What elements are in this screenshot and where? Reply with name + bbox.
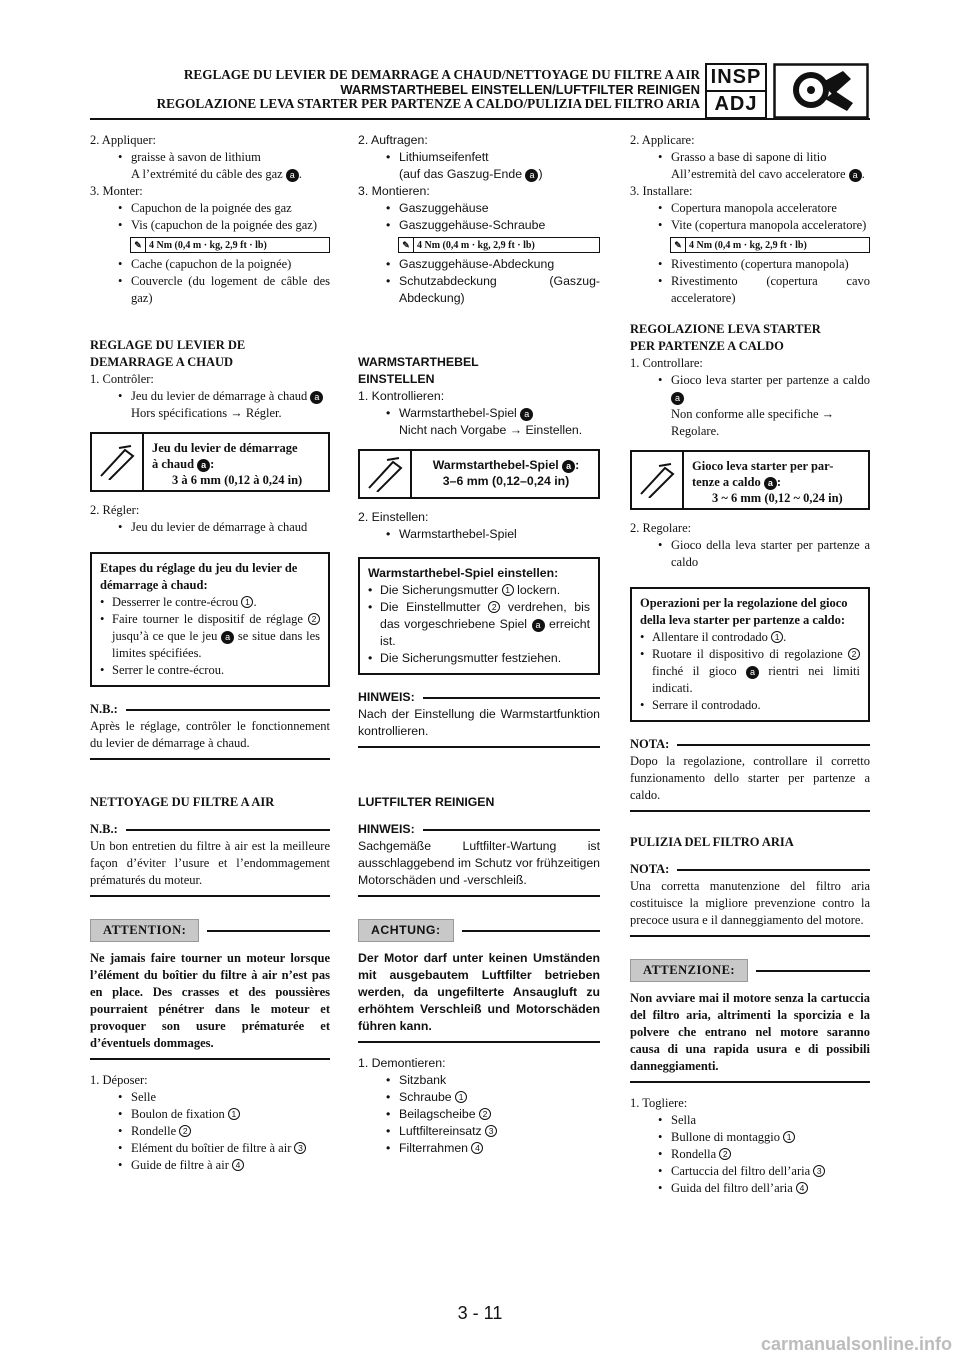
caution-block: ACHTUNG: Der Motor darf unter keinen Umständen mit ausgebautem Luftfilter betrieben werden, da ungefilterte Ansaugluft zu erhöhtem Verschleiß und Motorschäden führen kann. [358, 919, 600, 1043]
note-block: HINWEIS: Sachgemäße Luftfilter-Wartung ist ausschlaggebend im Schutz vor frühzeitigen Motorschäden und -verschleiß. [358, 821, 600, 897]
note-block: NOTA: Una corretta manutenzione del filtro aria costituisce la migliore prevenzione contro la precoce usura e il danneggiamento del motore. [630, 861, 870, 937]
section-title-hot-start: REGOLAZIONE LEVA STARTER PER PARTENZE A CALDO [630, 322, 821, 353]
torque-spec: ✎ 4 Nm (0,4 m · kg, 2,9 ft · lb) [130, 237, 330, 253]
procedure-box: Etapes du réglage du jeu du levier de démarrage à chaud: • Desserrer le contre-écrou 1 . • Faire tourner le dispositif de réglage 2 jusqu’à ce que le jeu a se situe dans les limites spécifiées. • Serrer le contre-écrou. [90, 552, 330, 687]
step-check: 1. Controllare: [630, 356, 703, 370]
step-remove: 1. Demontieren: [358, 1056, 446, 1070]
wrench-inspection-icon [773, 63, 869, 119]
list-item: Sella [671, 1113, 696, 1127]
list-item: Filterrahmen 4 [399, 1140, 600, 1157]
list-item: Capuchon de la poignée des gaz [131, 201, 292, 215]
list-item-detail: Non conforme alle specifiche → Regolare. [671, 407, 835, 438]
list-item: Gioco della leva starter per partenze a caldo [671, 538, 870, 569]
list-item: Gioco leva starter per partenze a caldo a [671, 373, 870, 403]
list-item: Guide de filtre à air 4 [131, 1157, 330, 1174]
list-item: Vite (copertura manopola acceleratore) [671, 218, 867, 232]
note-block: NOTA: Dopo la regolazione, controllare il corretto funzionamento dello starter per partenze a caldo. [630, 736, 870, 812]
list-item-detail: (auf das Gaszug-Ende a ) [399, 167, 543, 181]
ref-letter-a: a [562, 460, 575, 473]
step-adjust: 2. Regolare: [630, 521, 692, 535]
list-item: Selle [131, 1090, 156, 1104]
spec-box: Gioco leva starter per par- tenze a caldo a : 3 ~ 6 mm (0,12 ~ 0,24 in) [630, 450, 870, 510]
step-check: 1. Kontrollieren: [358, 389, 445, 403]
measure-icon [92, 434, 144, 490]
list-item-detail: Nicht nach Vorgabe → Einstellen. [399, 423, 583, 437]
list-item: graisse à savon de lithium [131, 150, 261, 164]
section-title-hot-start: WARMSTARTHEBEL EINSTELLEN [358, 355, 479, 386]
torque-spec: ✎ 4 Nm (0,4 m · kg, 2,9 ft · lb) [670, 237, 870, 253]
ref-letter-a: a [525, 169, 538, 182]
ref-letter-a: a [764, 477, 777, 490]
note-block: N.B.: Après le réglage, contrôler le fonctionnement du levier de démarrage à chaud. [90, 701, 330, 760]
list-item: Rondella 2 [671, 1146, 870, 1163]
section-title-hot-start: REGLAGE DU LEVIER DE DEMARRAGE A CHAUD [90, 338, 246, 369]
list-item-detail: All’estremità del cavo acceleratore a . [671, 167, 865, 181]
list-item: Sitzbank [399, 1073, 447, 1087]
list-item: Couvercle (du logement de câble des gaz) [131, 274, 330, 305]
step-adjust: 2. Régler: [90, 503, 140, 517]
ref-letter-a: a [671, 392, 684, 405]
step-install: 3. Installare: [630, 184, 693, 198]
torque-wrench-icon: ✎ [671, 238, 686, 252]
measure-icon [360, 451, 412, 497]
column-french: 2. Appliquer: • graisse à savon de lithium A l’extrémité du câble des gaz a . 3. Monter: • Capuchon de la poignée des gaz • Vis (capuchon de la poignée des gaz) ✎ 4 Nm (0,4 m · kg, 2,9 ft · lb) • Cache (capuchon de la poignée) • Couvercle (du logement de câble des gaz) REGLAGE DU LEVIER DE DEMARRAGE A CHAUD 1. Contrôler: • Jeu du levier de démarrage à chaud a Hors spécifications → Régler. Jeu du levier de démarrage à chaud a : 3 à 6 mm (0,12 à 0,24 in) 2. Régler: • Jeu du levier de démarrage à chaud Etapes du réglage du jeu du levier de démarrage à chaud: • Desserrer le contre-écrou 1 . • Faire tourner le dispositif de réglage 2 jusqu’à ce que le jeu a se situe dans les limites spécifiées. • Serrer le contre-écrou. N.B.: Après le réglage, contrôler le fonctionnement du levier de démarrage à chaud. NETTOYAGE DU FILTRE A AIR N.B.: Un bon entretien du filtre à air est la meilleure façon d’éviter l’usure et l’endommagement prématurés du moteur. ATTENTION: Ne jamais faire tourner un moteur lorsque l’élément du boîtier du filtre à air n’est pas en place. Des crasses et des poussières pourraient pénétrer dans le moteur et provoquer son usure prématurée et d’éventuels dommages. 1. Déposer: • Selle • Boulon de fixation 1 • Rondelle 2 • Elément du boîtier de filtre à air 3 • Guide de filtre à air 4 [90, 133, 330, 1172]
header-rule [90, 118, 870, 120]
spec-box: Warmstarthebel-Spiel a : 3–6 mm (0,12–0,24 in) [358, 449, 600, 499]
list-item: Jeu du levier de démarrage à chaud [131, 520, 308, 534]
procedure-box: Operazioni per la regolazione del gioco della leva starter per partenze a caldo: • Allentare il controdado 1 . • Ruotare il dispositivo di regolazione 2 finché il gioco a rientri nei limiti indicati. • Serrare il controdado. [630, 587, 870, 722]
note-block: HINWEIS: Nach der Einstellung die Warmstartfunktion kontrollieren. [358, 689, 600, 748]
list-item: Lithiumseifenfett [399, 150, 489, 164]
page-number: 3 - 11 [457, 1303, 503, 1323]
step-install: 3. Montieren: [358, 184, 430, 198]
caution-block: ATTENTION: Ne jamais faire tourner un moteur lorsque l’élément du boîtier du filtre à air n’est pas en place. Des crasses et des poussières pourraient pénétrer dans le moteur et provoquer son usure prématurée et d’éventuels dommages. [90, 919, 330, 1060]
list-item: Gaszuggehäuse [399, 201, 489, 215]
page-header [40, 68, 700, 112]
spec-box: Jeu du levier de démarrage à chaud a : 3 à 6 mm (0,12 à 0,24 in) [90, 432, 330, 492]
ref-letter-a: a [310, 391, 323, 404]
ref-letter-a: a [849, 169, 862, 182]
header-line-fr: REGLAGE DU LEVIER DE DEMARRAGE A CHAUD/NETTOYAGE DU FILTRE A AIR [183, 67, 700, 82]
torque-wrench-icon: ✎ [399, 238, 414, 252]
procedure-box: Warmstarthebel-Spiel einstellen: • Die Sicherungsmutter 1 lockern. • Die Einstellmutter 2 verdrehen, bis das vorgeschriebene Spiel a erreicht ist. • Die Sicherungsmutter festziehen. [358, 557, 600, 675]
list-item: Gaszuggehäuse-Schraube [399, 218, 546, 232]
header-line-de: WARMSTARTHEBEL EINSTELLEN/LUFTFILTER REINIGEN [340, 81, 700, 97]
watermark: carmanualsonline.info [760, 1334, 952, 1354]
list-item: Cartuccia del filtro dell’aria 3 [671, 1163, 870, 1180]
list-item: Schutzabdeckung (Gaszug-Abdeckung) [399, 274, 600, 305]
torque-wrench-icon: ✎ [131, 238, 146, 252]
list-item: Warmstarthebel-Spiel a [399, 405, 600, 422]
list-item-detail: Hors spécifications → Régler. [131, 406, 282, 420]
badge-adj: ADJ [714, 93, 758, 115]
list-item: Rivestimento (copertura cavo acceleratore) [671, 274, 870, 305]
list-item: Rondelle 2 [131, 1123, 330, 1140]
step-apply: 2. Applicare: [630, 133, 695, 147]
list-item: Vis (capuchon de la poignée des gaz) [131, 218, 317, 232]
list-item: Elément du boîtier de filtre à air 3 [131, 1140, 330, 1157]
list-item: Grasso a base di sapone di litio [671, 150, 827, 164]
list-item: Beilagscheibe 2 [399, 1106, 600, 1123]
ref-letter-a: a [520, 408, 533, 421]
list-item-detail: A l’extrémité du câble des gaz a . [131, 167, 302, 181]
list-item: Bullone di montaggio 1 [671, 1129, 870, 1146]
list-item: Rivestimento (copertura manopola) [671, 257, 849, 271]
ref-letter-a: a [286, 169, 299, 182]
step-apply: 2. Appliquer: [90, 133, 156, 147]
section-title-air-filter: PULIZIA DEL FILTRO ARIA [630, 835, 794, 849]
step-adjust: 2. Einstellen: [358, 510, 429, 524]
list-item: Copertura manopola acceleratore [671, 201, 837, 215]
step-check: 1. Contrôler: [90, 372, 154, 386]
step-remove: 1. Togliere: [630, 1096, 688, 1110]
column-german: 2. Auftragen: • Lithiumseifenfett (auf das Gaszug-Ende a ) 3. Montieren: • Gaszuggehäuse • Gaszuggehäuse-Schraube ✎ 4 Nm (0,4 m · kg, 2,9 ft · lb) • Gaszuggehäuse-Abdeckung • Schutzabdeckung (Gaszug-Abdeckung) WARMSTARTHEBEL EINSTELLEN 1. Kontrollieren: • Warmstarthebel-Spiel a Nicht nach Vorgabe → Einstellen. Warmstarthebel-Spiel a : 3–6 mm (0,12–0,24 in) 2. Einstellen: • Warmstarthebel-Spiel Warmstarthebel-Spiel einstellen: • Die Sicherungsmutter 1 lockern. • Die Einstellmutter 2 verdrehen, bis das vorgeschriebene Spiel a erreicht ist. • Die Sicherungsmutter festziehen. HINWEIS: Nach der Einstellung die Warmstartfunktion kontrollieren. LUFTFILTER REINIGEN HINWEIS: Sachgemäße Luftfilter-Wartung ist ausschlaggebend im Schutz vor frühzeitigen Motorschäden und -verschleiß. ACHTUNG: Der Motor darf unter keinen Umständen mit ausgebautem Luftfilter betrieben werden, da ungefilterte Ansaugluft zu erhöhtem Verschleiß und Motorschäden führen kann. 1. Demontieren: • Sitzbank • Schraube 1 • Beilagscheibe 2 • Luftfiltereinsatz 3 • Filterrahmen 4 [358, 133, 600, 1155]
list-item: Luftfiltereinsatz 3 [399, 1123, 600, 1140]
list-item: Gaszuggehäuse-Abdeckung [399, 257, 555, 271]
insp-adj-badge [705, 63, 767, 119]
ref-letter-a: a [197, 459, 210, 472]
list-item: Cache (capuchon de la poignée) [131, 257, 292, 271]
list-item: Jeu du levier de démarrage à chaud a [131, 388, 330, 405]
list-item: Schraube 1 [399, 1089, 600, 1106]
step-remove: 1. Déposer: [90, 1073, 148, 1087]
torque-spec: ✎ 4 Nm (0,4 m · kg, 2,9 ft · lb) [398, 237, 600, 253]
header-line-it: REGOLAZIONE LEVA STARTER PER PARTENZE A CALDO/PULIZIA DEL FILTRO ARIA [156, 96, 700, 111]
list-item: Guida del filtro dell’aria 4 [671, 1180, 870, 1197]
list-item: Boulon de fixation 1 [131, 1106, 330, 1123]
step-install: 3. Monter: [90, 184, 143, 198]
badge-insp: INSP [707, 65, 765, 92]
column-italian: 2. Applicare: • Grasso a base di sapone di litio All’estremità del cavo acceleratore a . 3. Installare: • Copertura manopola acceleratore • Vite (copertura manopola acceleratore) ✎ 4 Nm (0,4 m · kg, 2,9 ft · lb) • Rivestimento (copertura manopola) • Rivestimento (copertura cavo acceleratore) REGOLAZIONE LEVA STARTER PER PARTENZE A CALDO 1. Controllare: • Gioco leva starter per partenze a caldo a Non conforme alle specifiche → Regolare. Gioco leva starter per par- tenze a caldo a : 3 ~ 6 mm (0,12 ~ 0,24 in) 2. Regolare: • Gioco della leva starter per partenze a caldo Operazioni per la regolazione del gioco della leva starter per partenze a caldo: • Allentare il controdado 1 . • Ruotare il dispositivo di regolazione 2 finché il gioco a rientri nei limiti indicati. • Serrare il controdado. NOTA: Dopo la regolazione, controllare il corretto funzionamento dello starter per partenze a caldo. PULIZIA DEL FILTRO ARIA NOTA: Una corretta manutenzione del filtro aria costituisce la migliore prevenzione contro la precoce usura e il danneggiamento del motore. ATTENZIONE: Non avviare mai il motore senza la cartuccia del filtro aria, altrimenti la sporcizia e la polvere che entrano nel motore saranno causa di una rapida usura e di possibili danneggiamenti. 1. Togliere: • Sella • Bullone di montaggio 1 • Rondella 2 • Cartuccia del filtro dell’aria 3 • Guida del filtro dell’aria 4 [630, 133, 870, 1195]
note-block: N.B.: Un bon entretien du filtre à air est la meilleure façon d’éviter l’usure et l’endommagement prématurés du moteur. [90, 821, 330, 897]
section-title-air-filter: NETTOYAGE DU FILTRE A AIR [90, 795, 275, 809]
section-title-air-filter: LUFTFILTER REINIGEN [358, 795, 495, 809]
caution-block: ATTENZIONE: Non avviare mai il motore senza la cartuccia del filtro aria, altrimenti la sporcizia e la polvere che entrano nel motore saranno causa di una rapida usura e di possibili danneggiamenti. [630, 959, 870, 1083]
step-apply: 2. Auftragen: [358, 133, 428, 147]
list-item: Warmstarthebel-Spiel [399, 527, 517, 541]
measure-icon [632, 452, 684, 508]
